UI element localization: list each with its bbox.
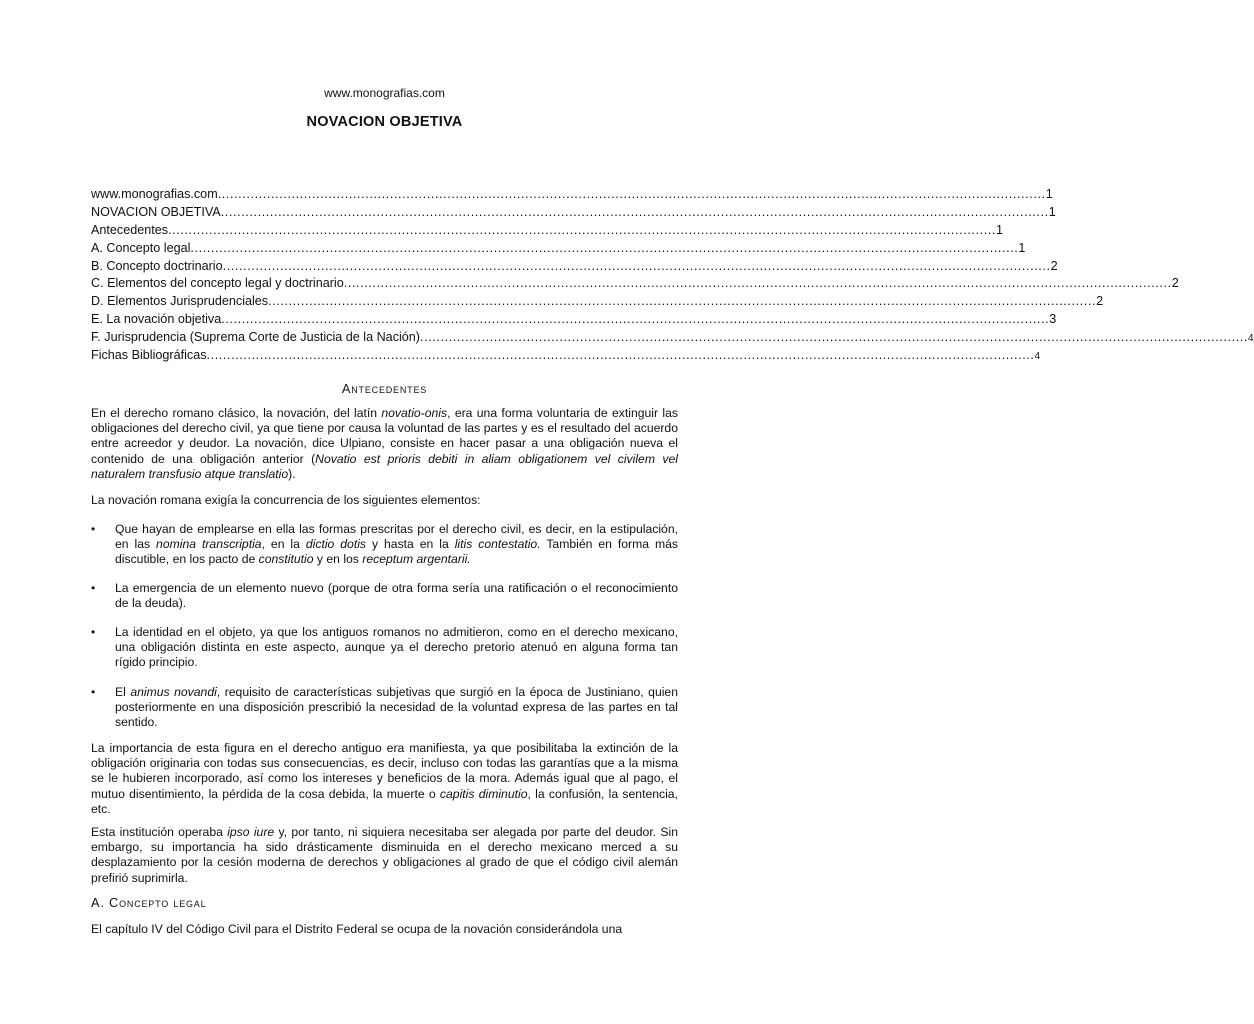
toc-entry-page: 1: [1018, 240, 1026, 255]
toc-leader-dots: ..........................................................................................................................................................................................................: [221, 312, 1050, 327]
toc-entry-label: B. Concepto doctrinario: [91, 258, 223, 273]
paragraph-antecedentes-3: [91, 741, 678, 817]
toc-leader-dots: ..........................................................................................................................................................................................................: [220, 204, 1049, 219]
toc-leader-dots: ..........................................................................................................................................................................................................: [190, 240, 1019, 255]
toc-entry[interactable]: [91, 258, 1058, 276]
section-heading-antecedentes: Antecedentes: [341, 381, 428, 396]
toc-entry-label: F. Jurisprudencia (Suprema Corte de Justicia de la Nación): [91, 330, 420, 345]
italic-quote: Novatio est prioris debiti in aliam obligationem vel civilem vel naturalem transfusio atque translatio: [91, 451, 678, 481]
italic-term: ipso iure: [227, 825, 275, 839]
toc-entry-page: 4: [1034, 351, 1041, 363]
toc-entry-label: E. La novación objetiva: [91, 312, 222, 327]
italic-term: receptum argentarii.: [362, 552, 471, 567]
toc-entry[interactable]: [91, 293, 1104, 311]
text-run: y hasta en la: [366, 537, 455, 552]
text-run: , requisito de características subjetivas que surgió en la época de Justiniano, quien posteriormente en una disposición prescribió la necesidad de la voluntad expresa de las partes en tal sentido.: [115, 685, 678, 730]
toc-leader-dots: ..........................................................................................................................................................................................................: [206, 348, 1035, 363]
italic-term: constitutio: [258, 552, 314, 567]
toc-entry-label: Fichas Bibliográficas: [91, 348, 207, 363]
site-header: www.monografias.com: [324, 86, 445, 100]
table-of-contents: [91, 186, 1254, 365]
italic-term: animus novandi: [130, 685, 217, 699]
text-run: Que hayan de emplearse en ella las formas prescritas por el derecho civil, es decir, en la estipulación, en las: [115, 522, 678, 552]
toc-entry-label: A. Concepto legal: [91, 240, 191, 255]
text-run: y en los: [313, 552, 363, 567]
toc-entry-label: D. Elementos Jurisprudenciales: [91, 294, 269, 309]
text-run: También en forma más discutible, en los pacto de: [115, 537, 678, 567]
toc-entry[interactable]: [91, 311, 1057, 329]
toc-entry-label: Antecedentes: [91, 222, 169, 237]
toc-leader-dots: ..........................................................................................................................................................................................................: [343, 276, 1172, 291]
text-run: El: [115, 685, 131, 699]
text-run: , era una forma voluntaria de extinguir las obligaciones del derecho civil, ya que tiene por causa la voluntad de las partes y es el resultado del acuerdo entre acreedor y deudor. La novación, dice Ulpiano, consiste en hacer pasar a una obligación nueva el contenido de una obligación anterior (: [91, 406, 678, 466]
toc-entry-page: 2: [1171, 276, 1179, 291]
list-item-text: [115, 522, 678, 568]
text-run: , en la: [261, 537, 306, 552]
toc-leader-dots: ..........................................................................................................................................................................................................: [222, 258, 1051, 273]
toc-entry-page: 4: [1248, 333, 1254, 345]
toc-entry[interactable]: [91, 240, 1026, 258]
toc-entry-page: 2: [1096, 294, 1104, 309]
text-run: y, por tanto, ni siquiera necesitaba ser alegada por parte del deudor. Sin embargo, su importancia ha sido drásticamente disminuida en el derecho mexicano merced a su desplazamiento por la cesión moderna de derechos y obligaciones al grado de que el código civil alemán prefirió suprimirla.: [91, 825, 678, 885]
toc-leader-dots: ..........................................................................................................................................................................................................: [168, 222, 997, 237]
toc-leader-dots: ..........................................................................................................................................................................................................: [268, 294, 1097, 309]
italic-term: litis contestatio.: [454, 537, 541, 552]
toc-entry[interactable]: [91, 186, 1053, 204]
toc-entry-page: 1: [996, 222, 1004, 237]
list-item-text: La identidad en el objeto, ya que los antiguos romanos no admitieron, como en el derecho mexicano, una obligación distinta en este aspecto, aunque ya el derecho pretorio atenuó en alguna forma tan rígido principio.: [115, 625, 678, 670]
toc-entry-page: 1: [1048, 204, 1056, 219]
italic-term: nomina transcriptia: [156, 537, 262, 552]
bullet-symbol: •: [91, 581, 96, 595]
document-title: NOVACION OBJETIVA: [306, 114, 463, 130]
toc-entry[interactable]: [91, 275, 1179, 293]
paragraph-antecedentes-1: [91, 406, 678, 482]
toc-entry-page: 3: [1049, 312, 1057, 327]
bullet-symbol: •: [91, 685, 96, 699]
text-run: Esta institución operaba: [91, 825, 228, 839]
toc-entry[interactable]: [91, 204, 1056, 222]
paragraph-antecedentes-2: La novación romana exigía la concurrencia de los siguientes elementos:: [91, 493, 481, 507]
toc-entry[interactable]: [91, 347, 1041, 365]
italic-term: novatio-onis: [381, 406, 448, 420]
text-run: , la confusión, la sentencia, etc.: [91, 786, 678, 816]
italic-term: capitis diminutio: [439, 786, 528, 801]
bullet-symbol: •: [91, 625, 96, 639]
toc-entry[interactable]: [91, 329, 1254, 347]
bullet-symbol: •: [91, 522, 96, 536]
toc-entry-label: www.monografias.com: [91, 187, 218, 201]
toc-entry-label: C. Elementos del concepto legal y doctrinario: [91, 276, 344, 291]
text-run: ).: [288, 466, 296, 481]
toc-entry-page: 2: [1050, 258, 1058, 273]
toc-leader-dots: ..........................................................................................................................................................................................................: [420, 330, 1248, 345]
paragraph-antecedentes-4: [91, 825, 678, 886]
text-run: En el derecho romano clásico, la novación, del latín: [91, 406, 382, 420]
toc-leader-dots: ..........................................................................................................................................................................................................: [217, 187, 1046, 201]
list-item-text: [115, 685, 678, 731]
italic-term: dictio dotis: [305, 537, 367, 552]
toc-entry-label: NOVACION OBJETIVA: [91, 204, 221, 219]
toc-entry-page: 1: [1045, 187, 1053, 201]
toc-entry[interactable]: [91, 222, 1004, 240]
list-item-text: La emergencia de un elemento nuevo (porque de otra forma sería una ratificación o el reconocimiento de la deuda).: [115, 581, 678, 611]
section-heading-concepto-legal: A. Concepto legal: [91, 895, 207, 910]
text-run: La importancia de esta figura en el derecho antiguo era manifiesta, ya que posibilitaba la extinción de la obligación originaria con todas sus consecuencias, es decir, incluso con todas las garantías que a la misma se le hubieren incorporado, así como los intereses y beneficios de la mora. Además igual que al pago, el mutuo disentimiento, la pérdida de la cosa debida, la muerte o: [91, 741, 678, 801]
paragraph-concepto-legal-1: El capítulo IV del Código Civil para el Distrito Federal se ocupa de la novación considerándola una: [91, 922, 623, 936]
